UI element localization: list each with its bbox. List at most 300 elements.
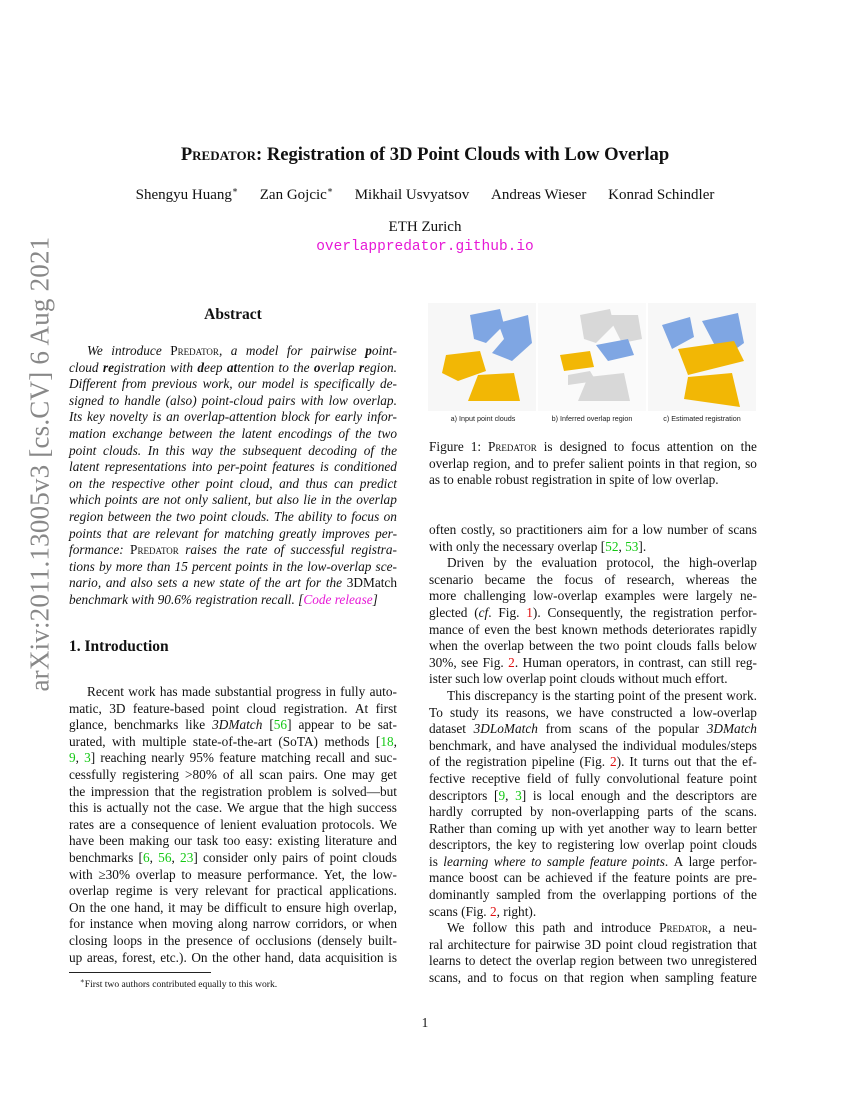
- word: [488, 439, 537, 456]
- word: [535, 622, 556, 639]
- word: [689, 854, 715, 871]
- text-run: more: [115, 558, 143, 574]
- word: [509, 970, 538, 987]
- word: [90, 916, 134, 933]
- text-run: of: [681, 804, 693, 820]
- text-line: [429, 953, 757, 970]
- word: [659, 920, 711, 937]
- text-run: low: [619, 837, 640, 853]
- text-run: success: [357, 800, 397, 816]
- text-run: ,: [393, 733, 397, 749]
- text-run: sce-: [375, 558, 397, 574]
- text-run: for: [515, 936, 531, 952]
- text-run: and: [626, 787, 647, 803]
- text-run: the: [740, 571, 757, 587]
- text-run: pairs.: [288, 766, 318, 782]
- text-run: path: [542, 920, 566, 936]
- word: [69, 800, 88, 817]
- word: [645, 837, 685, 854]
- word: [220, 575, 245, 592]
- text-run: region,: [473, 455, 511, 471]
- word: [236, 559, 269, 576]
- text-run: the: [720, 754, 738, 770]
- text-run: were: [662, 588, 689, 604]
- text-run: appear: [298, 717, 334, 733]
- word: [493, 555, 506, 572]
- text-run: high: [325, 899, 350, 915]
- word: [469, 622, 480, 639]
- word: [684, 688, 722, 705]
- word: [247, 701, 277, 718]
- word: [429, 472, 440, 489]
- word: [326, 900, 350, 917]
- text-run: In: [147, 442, 159, 458]
- text-line: [429, 705, 757, 722]
- word: [665, 456, 675, 473]
- text-run: point: [729, 770, 757, 786]
- text-line: [429, 837, 757, 854]
- text-line: [429, 804, 757, 821]
- author: [355, 187, 470, 203]
- text-run: to: [108, 392, 120, 408]
- word: [207, 900, 220, 917]
- word: [526, 605, 540, 622]
- text-run: descriptors: [429, 787, 488, 803]
- word: [667, 439, 714, 456]
- text-run: narrow: [252, 916, 291, 932]
- word: [429, 970, 461, 987]
- word: [506, 705, 549, 722]
- text-run: key: [87, 409, 105, 425]
- text-run: the: [515, 555, 533, 571]
- figure-reference-link[interactable]: 2: [489, 903, 497, 919]
- text-run: in: [325, 684, 336, 699]
- figure-reference-link[interactable]: 2: [508, 654, 515, 670]
- citation-link[interactable]: 52: [605, 538, 619, 554]
- word: [336, 492, 352, 509]
- text-run: the: [482, 538, 500, 554]
- text-run: [: [298, 591, 304, 607]
- word: [362, 850, 397, 867]
- word: [741, 439, 757, 456]
- text-run: block: [281, 409, 310, 425]
- word: [99, 817, 115, 834]
- text-run: in: [272, 558, 283, 574]
- word: [174, 833, 192, 850]
- word: [365, 343, 397, 360]
- text-run: the: [578, 638, 595, 654]
- word: [370, 684, 397, 701]
- text-run: 95%: [189, 750, 214, 766]
- word: [632, 854, 668, 871]
- author: [136, 187, 238, 203]
- text-run: best: [535, 621, 557, 637]
- figure-reference-link[interactable]: 1: [526, 604, 533, 620]
- text-run: a: [230, 343, 238, 358]
- citation-link[interactable]: 18: [380, 733, 394, 749]
- word: [87, 409, 105, 426]
- word: [238, 376, 256, 393]
- text-line: [69, 542, 397, 559]
- text-run: like: [185, 717, 206, 733]
- text-run: made: [181, 684, 211, 699]
- text-run: more: [429, 588, 457, 604]
- word: [663, 555, 679, 572]
- code-release-link[interactable]: release: [334, 591, 373, 607]
- word: [515, 937, 531, 954]
- text-run: ]: [287, 717, 292, 733]
- word: [69, 950, 82, 967]
- word: [527, 870, 540, 887]
- word: [603, 622, 648, 639]
- text-run: overlap.: [352, 392, 397, 408]
- word: [204, 526, 220, 543]
- word: [111, 900, 130, 917]
- text-run: to: [465, 953, 476, 969]
- text-run: right).: [503, 903, 537, 919]
- text-run: relevant: [205, 883, 248, 899]
- text-run: on: [69, 475, 83, 491]
- word: [483, 655, 504, 672]
- word: [274, 509, 294, 526]
- word: [368, 933, 397, 950]
- text-run: making: [129, 833, 170, 849]
- word: [335, 592, 378, 609]
- word: [106, 575, 126, 592]
- citation-link[interactable]: 23: [180, 849, 194, 865]
- word: [242, 443, 301, 460]
- citation-link[interactable]: 9: [498, 787, 506, 803]
- text-run: hardly: [429, 804, 463, 820]
- text-run: dominantly: [429, 887, 490, 903]
- text-run: unregistered: [691, 953, 757, 969]
- word: [480, 953, 512, 970]
- word: [714, 870, 730, 887]
- word: [448, 937, 511, 954]
- word: [736, 655, 757, 672]
- word: [296, 916, 347, 933]
- word: [261, 750, 310, 767]
- text-run: our: [237, 376, 257, 392]
- word: [69, 592, 128, 609]
- word: [136, 867, 176, 884]
- text-run: than: [469, 820, 493, 836]
- word: [122, 767, 179, 784]
- text-run: 3D: [109, 700, 126, 716]
- text-run: problem: [267, 783, 313, 799]
- footnote-mark: ∗: [80, 977, 85, 985]
- word: [129, 833, 169, 850]
- word: [558, 539, 598, 556]
- word: [212, 701, 239, 718]
- word: [483, 671, 503, 688]
- word: [691, 953, 757, 970]
- text-run: even: [484, 621, 510, 637]
- word: [113, 933, 142, 950]
- word: [166, 393, 197, 410]
- text-line: [69, 459, 397, 476]
- word: [429, 754, 440, 771]
- text-run: convolutional: [606, 770, 680, 786]
- text-run: that: [154, 783, 175, 799]
- word: [138, 916, 167, 933]
- word: [695, 671, 728, 688]
- word: [185, 767, 217, 784]
- word: [285, 575, 301, 592]
- text-run: low-overlap: [533, 588, 598, 604]
- word: [69, 542, 124, 559]
- word: [308, 443, 357, 460]
- word: [133, 526, 150, 543]
- word: [590, 970, 624, 987]
- text-run: consequence: [131, 816, 200, 832]
- text-run: is: [299, 376, 309, 392]
- text-run: (densely: [317, 932, 363, 948]
- word: [516, 953, 532, 970]
- text-run: lenient: [220, 816, 257, 832]
- text-run: closing: [69, 932, 108, 948]
- citation-link[interactable]: 56: [158, 849, 172, 865]
- word: [548, 788, 574, 805]
- text-run: scenario: [429, 571, 474, 587]
- word: [185, 492, 208, 509]
- word: [589, 456, 624, 473]
- text-run: spite: [609, 472, 635, 488]
- word: [197, 360, 222, 377]
- word: [696, 588, 733, 605]
- word: [652, 622, 714, 639]
- word: [172, 916, 213, 933]
- citation-link[interactable]: 3: [84, 750, 91, 766]
- method-name: Predator: [659, 920, 708, 936]
- text-run: the: [219, 442, 236, 458]
- word: [324, 767, 346, 784]
- text-run: falls: [696, 638, 720, 654]
- text-run: ,: [505, 787, 509, 803]
- word: [160, 950, 187, 967]
- word: [69, 833, 94, 850]
- word: [516, 555, 532, 572]
- code-release-link[interactable]: Code: [303, 591, 332, 607]
- text-run: have: [520, 737, 546, 753]
- text-run: rate: [246, 542, 268, 558]
- author-name: Konrad Schindler: [608, 187, 715, 203]
- word: [728, 522, 757, 539]
- word: [675, 472, 718, 489]
- text-run: instance: [89, 916, 134, 932]
- word: [652, 472, 672, 489]
- word: [681, 804, 692, 821]
- text-run: task: [196, 833, 219, 849]
- text-line: [69, 817, 397, 834]
- text-run: clouds: [580, 671, 615, 687]
- word: [627, 788, 646, 805]
- text-line: [429, 605, 757, 622]
- text-run: it: [167, 899, 176, 915]
- word: [287, 559, 303, 576]
- word: [193, 734, 272, 751]
- word: [618, 688, 645, 705]
- word: [159, 883, 168, 900]
- text-run: registration: [671, 936, 733, 952]
- text-run: the: [325, 575, 343, 591]
- word: [282, 850, 308, 867]
- word: [185, 717, 205, 734]
- text-run: Figure: [429, 439, 464, 454]
- word: [196, 800, 222, 817]
- citation-link[interactable]: 3: [515, 787, 522, 803]
- text-run: points: [105, 492, 138, 508]
- text-run: the: [155, 508, 172, 524]
- text-run: Rather: [429, 820, 465, 836]
- word: [215, 684, 272, 701]
- word: [429, 821, 464, 838]
- text-line: [429, 788, 757, 805]
- word: [108, 509, 152, 526]
- text-run: fully: [575, 770, 601, 786]
- word: [276, 684, 321, 701]
- text-run: relevant: [155, 525, 199, 541]
- word: [606, 555, 654, 572]
- word: [515, 920, 534, 937]
- text-line: [69, 575, 397, 592]
- text-run: and: [377, 833, 397, 849]
- text-run: so: [745, 455, 757, 471]
- word: [291, 542, 345, 559]
- text-run: have: [69, 833, 95, 849]
- word: [268, 784, 312, 801]
- text-run: the: [554, 687, 571, 703]
- word: [354, 900, 397, 917]
- word: [148, 443, 159, 460]
- text-run: evaluation: [541, 555, 597, 571]
- text-run: yet: [587, 820, 605, 836]
- text-run: This: [447, 687, 471, 703]
- text-run: registration: [201, 783, 263, 799]
- text-run: progress: [276, 684, 322, 699]
- word: [355, 701, 368, 718]
- text-run: for: [305, 575, 322, 591]
- citation-link[interactable]: 53: [625, 538, 639, 554]
- word: [116, 559, 143, 576]
- text-run: not: [163, 492, 181, 508]
- word: [619, 837, 639, 854]
- project-url-link[interactable]: overlappredator.github.io: [316, 239, 534, 255]
- word: [171, 476, 199, 493]
- text-run: ral: [429, 936, 444, 952]
- text-run: benchmark,: [429, 737, 492, 753]
- word: [542, 837, 552, 854]
- word: [69, 376, 117, 393]
- word: [128, 684, 155, 701]
- text-run: 3D: [584, 936, 602, 952]
- text-line: [69, 509, 397, 526]
- word: [378, 426, 397, 443]
- word: [542, 688, 551, 705]
- word: [130, 542, 179, 559]
- text-run: or: [351, 916, 364, 932]
- text-run: such: [455, 671, 480, 687]
- text-run: the: [652, 787, 669, 803]
- text-line: [69, 916, 397, 933]
- word: [182, 684, 211, 701]
- word: [69, 784, 85, 801]
- word: [238, 933, 249, 950]
- word: [212, 717, 262, 734]
- text-run: gistration: [114, 359, 166, 375]
- word: [91, 784, 149, 801]
- text-run: overlap: [135, 866, 176, 882]
- text-run: is: [92, 800, 102, 816]
- word: [722, 837, 757, 854]
- word: [562, 622, 598, 639]
- word: [443, 472, 453, 489]
- word: [69, 701, 102, 718]
- text-run: only: [184, 492, 208, 508]
- text-run: fective: [429, 770, 466, 786]
- text-run: o: [313, 359, 321, 375]
- point-cloud-image: [428, 303, 536, 411]
- citation-link[interactable]: 56: [273, 717, 288, 733]
- word: [341, 717, 351, 734]
- text-line: [69, 393, 397, 410]
- word: [367, 409, 397, 426]
- word: [197, 833, 218, 850]
- word: [657, 638, 692, 655]
- text-run: state: [219, 575, 245, 591]
- text-run: in: [623, 654, 634, 670]
- word: [547, 854, 585, 871]
- word: [531, 854, 541, 871]
- word: [223, 542, 239, 559]
- text-run: this: [515, 920, 535, 936]
- word: [461, 522, 495, 539]
- text-run: 3DMatch: [706, 721, 757, 737]
- text-run: also: [130, 575, 153, 591]
- paragraph: [69, 684, 397, 966]
- citation-link[interactable]: 9: [69, 750, 76, 766]
- word: [574, 920, 593, 937]
- text-run: field: [526, 770, 552, 786]
- word: [69, 750, 79, 767]
- word: [151, 750, 184, 767]
- word: [653, 605, 714, 622]
- figure-reference-link[interactable]: 2: [610, 754, 617, 770]
- citation-link[interactable]: 6: [142, 849, 150, 865]
- text-run: literature: [324, 833, 373, 849]
- word: [202, 393, 263, 410]
- text-run: the: [164, 932, 181, 948]
- text-run: easy:: [245, 833, 273, 849]
- text-run: learns: [429, 953, 461, 969]
- word: [558, 771, 569, 788]
- text-run: work,: [202, 376, 233, 392]
- word: [498, 605, 519, 622]
- word: [429, 721, 466, 738]
- word: [103, 360, 166, 377]
- word: [338, 426, 348, 443]
- word: [740, 588, 757, 605]
- word: [131, 575, 153, 592]
- text-run: scan: [259, 766, 283, 782]
- word: [352, 916, 363, 933]
- text-run: are: [142, 492, 160, 508]
- text-run: that: [106, 525, 128, 541]
- text-run: not: [153, 800, 171, 816]
- word: [87, 343, 103, 360]
- word: [212, 950, 228, 967]
- paragraph: [429, 522, 757, 555]
